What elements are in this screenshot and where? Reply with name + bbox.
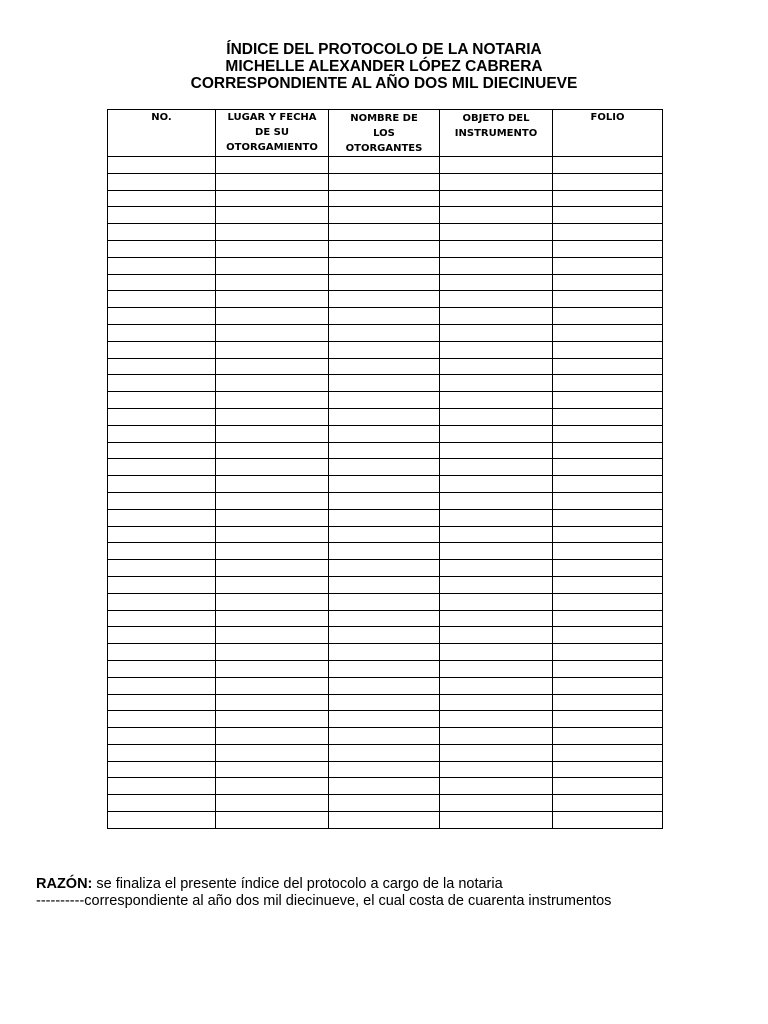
table-cell (440, 644, 553, 661)
table-cell (108, 677, 216, 694)
table-cell (329, 408, 440, 425)
table-cell (216, 644, 329, 661)
table-cell (108, 761, 216, 778)
table-cell (440, 408, 553, 425)
header-text: NO. (151, 112, 172, 123)
table-cell (216, 291, 329, 308)
table-cell (440, 660, 553, 677)
table-cell (440, 173, 553, 190)
table-cell (329, 173, 440, 190)
closing-line-2: ----------correspondiente al año dos mil diecinueve, el cual costa de cuarenta instrumentos (36, 893, 612, 909)
table-cell (440, 761, 553, 778)
table-cell (553, 576, 663, 593)
table-row (108, 761, 663, 778)
table-row (108, 660, 663, 677)
table-row (108, 459, 663, 476)
table-cell (440, 324, 553, 341)
table-cell (216, 694, 329, 711)
table-cell (108, 442, 216, 459)
table-row (108, 341, 663, 358)
closing-line-1 (36, 876, 756, 893)
table-cell (108, 274, 216, 291)
table-row (108, 543, 663, 560)
header-text: LUGAR Y FECHA (227, 112, 317, 123)
table-cell (329, 778, 440, 795)
table-cell (329, 560, 440, 577)
column-header-lugar-fecha (216, 110, 329, 157)
table-cell (440, 291, 553, 308)
table-cell (108, 358, 216, 375)
table-cell (329, 543, 440, 560)
table-cell (329, 728, 440, 745)
table-cell (108, 190, 216, 207)
table-cell (108, 476, 216, 493)
table-cell (553, 778, 663, 795)
table-cell (108, 257, 216, 274)
table-cell (329, 240, 440, 257)
table-row (108, 677, 663, 694)
table-cell (553, 627, 663, 644)
table-cell (216, 677, 329, 694)
table-row (108, 795, 663, 812)
table-cell (329, 207, 440, 224)
table-cell (329, 425, 440, 442)
table-cell (440, 392, 553, 409)
table-cell (440, 728, 553, 745)
table-row (108, 291, 663, 308)
table-cell (440, 358, 553, 375)
table-cell (216, 207, 329, 224)
table-cell (108, 324, 216, 341)
table-row (108, 392, 663, 409)
table-cell (216, 341, 329, 358)
table-cell (108, 795, 216, 812)
table-cell (553, 341, 663, 358)
title-line-1: ÍNDICE DEL PROTOCOLO DE LA NOTARIA (226, 41, 542, 58)
table-cell (329, 761, 440, 778)
closing-text-1: se finaliza el presente índice del protocolo a cargo de la notaria (92, 876, 503, 892)
table-cell (329, 157, 440, 174)
table-cell (440, 157, 553, 174)
table-cell (440, 795, 553, 812)
table-cell (553, 425, 663, 442)
table-cell (553, 291, 663, 308)
table-body (108, 157, 663, 829)
column-header-no (108, 110, 216, 157)
table-cell (216, 795, 329, 812)
table-cell (440, 492, 553, 509)
table-cell (216, 560, 329, 577)
table-row (108, 711, 663, 728)
table-cell (108, 408, 216, 425)
table-cell (440, 190, 553, 207)
table-cell (108, 492, 216, 509)
table-cell (108, 593, 216, 610)
table-cell (440, 207, 553, 224)
table-cell (108, 425, 216, 442)
table-cell (216, 358, 329, 375)
header-text: OTORGANTES (345, 143, 423, 154)
table-cell (329, 526, 440, 543)
table-cell (440, 341, 553, 358)
table-cell (440, 744, 553, 761)
table-cell (553, 274, 663, 291)
table-cell (329, 257, 440, 274)
table-cell (553, 324, 663, 341)
table-cell (216, 190, 329, 207)
table-row (108, 173, 663, 190)
table-cell (553, 694, 663, 711)
table-cell (108, 728, 216, 745)
table-row (108, 744, 663, 761)
table-cell (440, 375, 553, 392)
table-cell (108, 509, 216, 526)
table-cell (329, 291, 440, 308)
table-cell (553, 375, 663, 392)
table-cell (108, 644, 216, 661)
table-row (108, 560, 663, 577)
table-cell (329, 492, 440, 509)
table-cell (216, 576, 329, 593)
table-cell (216, 240, 329, 257)
table-cell (553, 660, 663, 677)
table-row (108, 240, 663, 257)
table-row (108, 694, 663, 711)
table-cell (216, 812, 329, 829)
table-cell (329, 459, 440, 476)
razon-label: RAZÓN: (36, 876, 93, 892)
table-row (108, 408, 663, 425)
header-text: NOMBRE DE (350, 113, 418, 124)
table-cell (329, 509, 440, 526)
table-cell (329, 627, 440, 644)
table-cell (216, 274, 329, 291)
table-cell (553, 190, 663, 207)
table-row (108, 375, 663, 392)
column-header-folio (553, 110, 663, 157)
table-cell (216, 610, 329, 627)
table-cell (216, 375, 329, 392)
table-cell (216, 459, 329, 476)
header-text: FOLIO (590, 112, 625, 123)
table-cell (329, 593, 440, 610)
table-cell (553, 593, 663, 610)
table-cell (440, 526, 553, 543)
table-cell (108, 526, 216, 543)
table-row (108, 778, 663, 795)
table-cell (440, 627, 553, 644)
table-cell (553, 207, 663, 224)
table-cell (216, 408, 329, 425)
table-cell (553, 812, 663, 829)
table-cell (216, 778, 329, 795)
table-cell (440, 711, 553, 728)
table-cell (216, 308, 329, 325)
table-cell (108, 560, 216, 577)
table-row (108, 308, 663, 325)
table-cell (440, 610, 553, 627)
table-cell (216, 442, 329, 459)
table-cell (108, 576, 216, 593)
table-cell (553, 711, 663, 728)
table-cell (440, 778, 553, 795)
table-cell (108, 157, 216, 174)
table-cell (108, 341, 216, 358)
table-cell (553, 677, 663, 694)
table-cell (553, 240, 663, 257)
table-cell (329, 795, 440, 812)
table-cell (216, 526, 329, 543)
table-row (108, 812, 663, 829)
table-row (108, 207, 663, 224)
table-row (108, 576, 663, 593)
table-cell (553, 492, 663, 509)
table-cell (440, 694, 553, 711)
table-cell (553, 392, 663, 409)
table-cell (329, 308, 440, 325)
table-cell (553, 761, 663, 778)
table-cell (440, 812, 553, 829)
table-cell (216, 593, 329, 610)
table-cell (440, 274, 553, 291)
table-cell (216, 173, 329, 190)
table-cell (440, 476, 553, 493)
table-row (108, 610, 663, 627)
table-cell (553, 408, 663, 425)
table-row (108, 190, 663, 207)
table-row (108, 358, 663, 375)
table-cell (216, 509, 329, 526)
header-text: DE SU (255, 127, 289, 138)
table-cell (216, 627, 329, 644)
table-cell (329, 341, 440, 358)
table-row (108, 274, 663, 291)
table-row (108, 509, 663, 526)
table-row (108, 593, 663, 610)
table-cell (553, 744, 663, 761)
table-cell (108, 812, 216, 829)
table-cell (440, 308, 553, 325)
table-row (108, 442, 663, 459)
table-cell (108, 744, 216, 761)
table-row (108, 492, 663, 509)
table-cell (553, 610, 663, 627)
column-header-objeto (440, 110, 553, 157)
table-cell (329, 274, 440, 291)
table-cell (329, 392, 440, 409)
table-cell (329, 711, 440, 728)
table-header-row (108, 110, 663, 157)
table-cell (216, 761, 329, 778)
table-cell (216, 728, 329, 745)
table-cell (216, 157, 329, 174)
header-text: OBJETO DEL (462, 113, 530, 124)
table-cell (553, 173, 663, 190)
header-text: OTORGAMIENTO (226, 142, 318, 153)
table-cell (440, 459, 553, 476)
table-cell (440, 224, 553, 241)
table-cell (553, 543, 663, 560)
document-title (0, 41, 768, 92)
table-row (108, 157, 663, 174)
table-cell (553, 157, 663, 174)
table-cell (216, 257, 329, 274)
table-cell (108, 459, 216, 476)
table-cell (329, 576, 440, 593)
title-line-3: CORRESPONDIENTE AL AÑO DOS MIL DIECINUEVE (190, 75, 578, 92)
table-cell (553, 728, 663, 745)
table-cell (440, 442, 553, 459)
table-cell (216, 543, 329, 560)
table-cell (108, 694, 216, 711)
table-cell (108, 375, 216, 392)
table-cell (216, 324, 329, 341)
table-cell (108, 778, 216, 795)
table-cell (440, 560, 553, 577)
table-row (108, 644, 663, 661)
table-cell (108, 660, 216, 677)
table-cell (108, 240, 216, 257)
table-cell (440, 257, 553, 274)
table-cell (216, 744, 329, 761)
table-cell (553, 560, 663, 577)
table-cell (108, 711, 216, 728)
table-cell (329, 358, 440, 375)
table-row (108, 224, 663, 241)
title-line-2: MICHELLE ALEXANDER LÓPEZ CABRERA (225, 58, 543, 75)
table-cell (440, 240, 553, 257)
table-cell (553, 476, 663, 493)
table-cell (440, 425, 553, 442)
table-cell (329, 610, 440, 627)
table-cell (329, 644, 440, 661)
header-text: LOS (373, 128, 395, 139)
table-cell (216, 476, 329, 493)
table-cell (216, 660, 329, 677)
table-cell (108, 224, 216, 241)
table-cell (216, 492, 329, 509)
table-cell (329, 694, 440, 711)
table-row (108, 425, 663, 442)
header-text: INSTRUMENTO (454, 128, 538, 139)
protocol-index-table (107, 109, 663, 829)
table-cell (108, 392, 216, 409)
table-cell (553, 308, 663, 325)
table-cell (216, 224, 329, 241)
column-header-otorgantes (329, 110, 440, 157)
table-cell (108, 543, 216, 560)
table-cell (108, 291, 216, 308)
table-row (108, 257, 663, 274)
table-cell (553, 644, 663, 661)
table-cell (329, 190, 440, 207)
table-cell (216, 425, 329, 442)
table-cell (440, 593, 553, 610)
table-cell (329, 375, 440, 392)
table-cell (553, 509, 663, 526)
table-cell (440, 543, 553, 560)
table-cell (108, 610, 216, 627)
table-cell (329, 660, 440, 677)
table-cell (553, 257, 663, 274)
table-cell (553, 224, 663, 241)
table-cell (108, 308, 216, 325)
table-row (108, 728, 663, 745)
table-row (108, 627, 663, 644)
table-cell (440, 576, 553, 593)
table-cell (329, 476, 440, 493)
table-cell (553, 442, 663, 459)
table-cell (553, 526, 663, 543)
table-cell (440, 509, 553, 526)
table-cell (329, 442, 440, 459)
table-cell (329, 812, 440, 829)
table-row (108, 476, 663, 493)
table-row (108, 324, 663, 341)
table-cell (553, 358, 663, 375)
table-cell (216, 392, 329, 409)
table-cell (329, 224, 440, 241)
closing-statement (36, 876, 756, 910)
table-cell (108, 627, 216, 644)
table-cell (440, 677, 553, 694)
table-cell (553, 459, 663, 476)
table-cell (216, 711, 329, 728)
table-cell (553, 795, 663, 812)
table-cell (108, 173, 216, 190)
table-cell (108, 207, 216, 224)
table-row (108, 526, 663, 543)
table-cell (329, 324, 440, 341)
table-cell (329, 744, 440, 761)
table-cell (329, 677, 440, 694)
